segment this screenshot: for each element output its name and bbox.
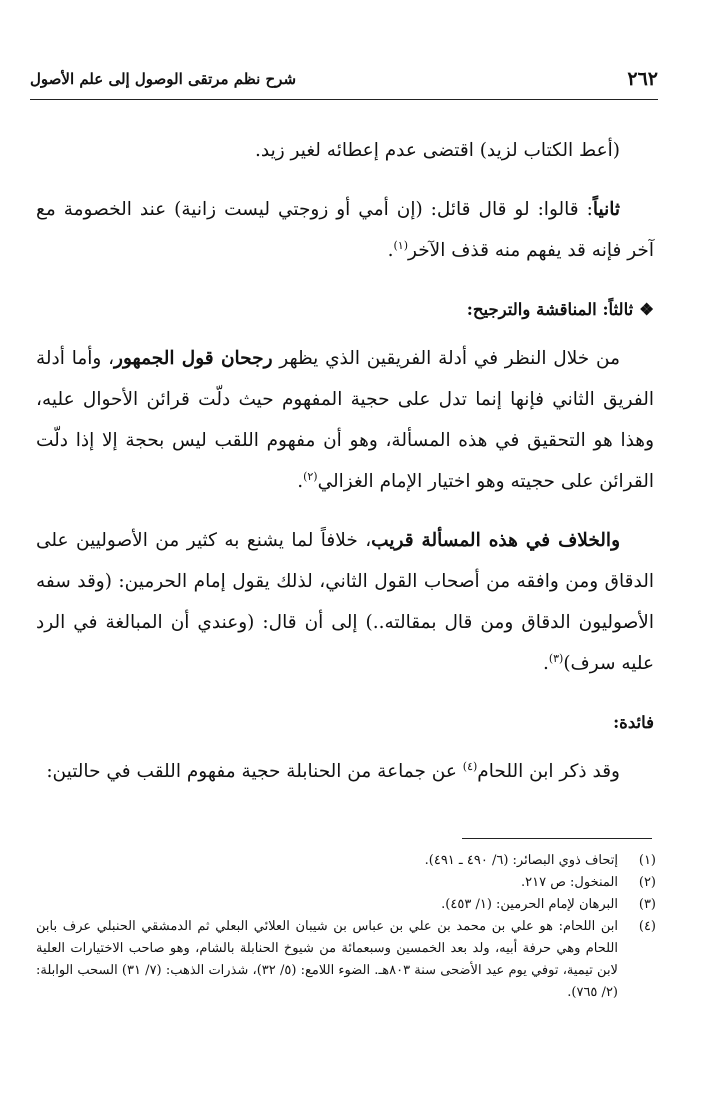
diamond-bullet-icon: ❖ [639, 300, 654, 319]
paragraph-4-bold: والخلاف في هذه المسألة قريب [371, 530, 620, 551]
footnote-ref-4: (٤) [462, 759, 478, 773]
paragraph-2-text: : قالوا: لو قال قائل: (إن أمي أو زوجتي ليست زانية) عند الخصومة مع آخر فإنه قد يفهم منه قذف الآخر [36, 199, 654, 261]
footnote-text: البرهان لإمام الحرمين: (١/ ٤٥٣). [441, 897, 618, 912]
footnotes [36, 850, 656, 1004]
page-number: ٢٦٢ [627, 68, 658, 90]
footnote-text: ابن اللحام: هو علي بن محمد بن علي بن عباس بن شيبان العلائي البعلي ثم الدمشقي الحنبلي عرف بابن اللحام وهي حرفة أبيه، ولد بعد الخمسين وسبعمائة من شيوخ الحنابلة بالشام، وهو صاحب الاختيارات العلية لابن تيمية، توفي يوم عيد الأضحى سنة ٨٠٣هـ. الضوء اللامع: (٥/ ٣٢)، شذرات الذهب: (٧/ ٣١) السحب الوابلة: (٢/ ٧٦٥). [36, 919, 618, 1000]
footnote [36, 850, 656, 872]
footnote [36, 872, 656, 894]
footnote-text: المنخول: ص ٢١٧. [520, 875, 618, 890]
paragraph-3-text: ، وأما أدلة الفريق الثاني فإنها إنما تدل على حجية المفهوم حيث دلّت قرائن الأحوال عليه، وهذا هو التحقيق في هذه المسألة، وهو أن مفهوم اللقب ليس بحجة إلا إذا دلّت القرائن على حجيته وهو اختيار الإمام الغزالي [36, 348, 654, 492]
paragraph-2 [36, 189, 654, 271]
footnote [36, 894, 656, 916]
paragraph-2-end: . [387, 240, 394, 261]
main-text [36, 130, 654, 792]
footnote-separator [462, 838, 652, 839]
paragraph-4 [36, 520, 654, 684]
heading-benefit: فائدة: [613, 713, 654, 732]
paragraph-5-text: عن جماعة من الحنابلة حجية مفهوم اللقب في حالتين: [46, 761, 463, 782]
footnote-ref-1: (١) [393, 238, 408, 252]
footnote-ref-2: (٢) [303, 469, 318, 483]
heading-discussion [36, 289, 654, 330]
footnote-number: (٢) [638, 875, 656, 890]
paragraph-5 [36, 751, 654, 792]
running-title: شرح نظم مرتقى الوصول إلى علم الأصول [30, 70, 297, 88]
paragraph-2-lead: ثانياً [592, 199, 620, 220]
footnote-number: (١) [638, 853, 656, 868]
footnote-number: (٣) [638, 897, 656, 912]
paragraph-3-bold: رجحان قول الجمهور [114, 348, 273, 369]
footnote-text: إتحاف ذوي البصائر: (٦/ ٤٩٠ ـ ٤٩١). [424, 853, 618, 868]
heading-discussion-text: ثالثاً: المناقشة والترجيح: [466, 300, 634, 319]
paragraph-5-start: وقد ذكر ابن اللحام [477, 761, 620, 782]
page-header [30, 66, 658, 100]
paragraph-3-end: . [297, 471, 304, 492]
paragraph-3 [36, 338, 654, 502]
footnote-ref-3: (٣) [548, 651, 564, 665]
footnote [36, 916, 656, 1004]
header-rule [30, 99, 658, 100]
paragraph-4-text: ، خلافاً لما يشنع به كثير من الأصوليين على الدقاق ومن وافقه من أصحاب القول الثاني، لذلك يقول إمام الحرمين: (وقد سفه الأصوليون الدقاق ومن قال بمقالته..) إلى أن قال: (وعندي أن المبالغة في الرد عليه سرف) [36, 530, 654, 674]
paragraph-1: (أعط الكتاب لزيد) اقتضى عدم إعطائه لغير زيد. [255, 140, 620, 161]
paragraph-4-end: . [542, 653, 549, 674]
footnote-number: (٤) [638, 919, 656, 934]
paragraph-3-start: من خلال النظر في أدلة الفريقين الذي يظهر [272, 348, 620, 369]
